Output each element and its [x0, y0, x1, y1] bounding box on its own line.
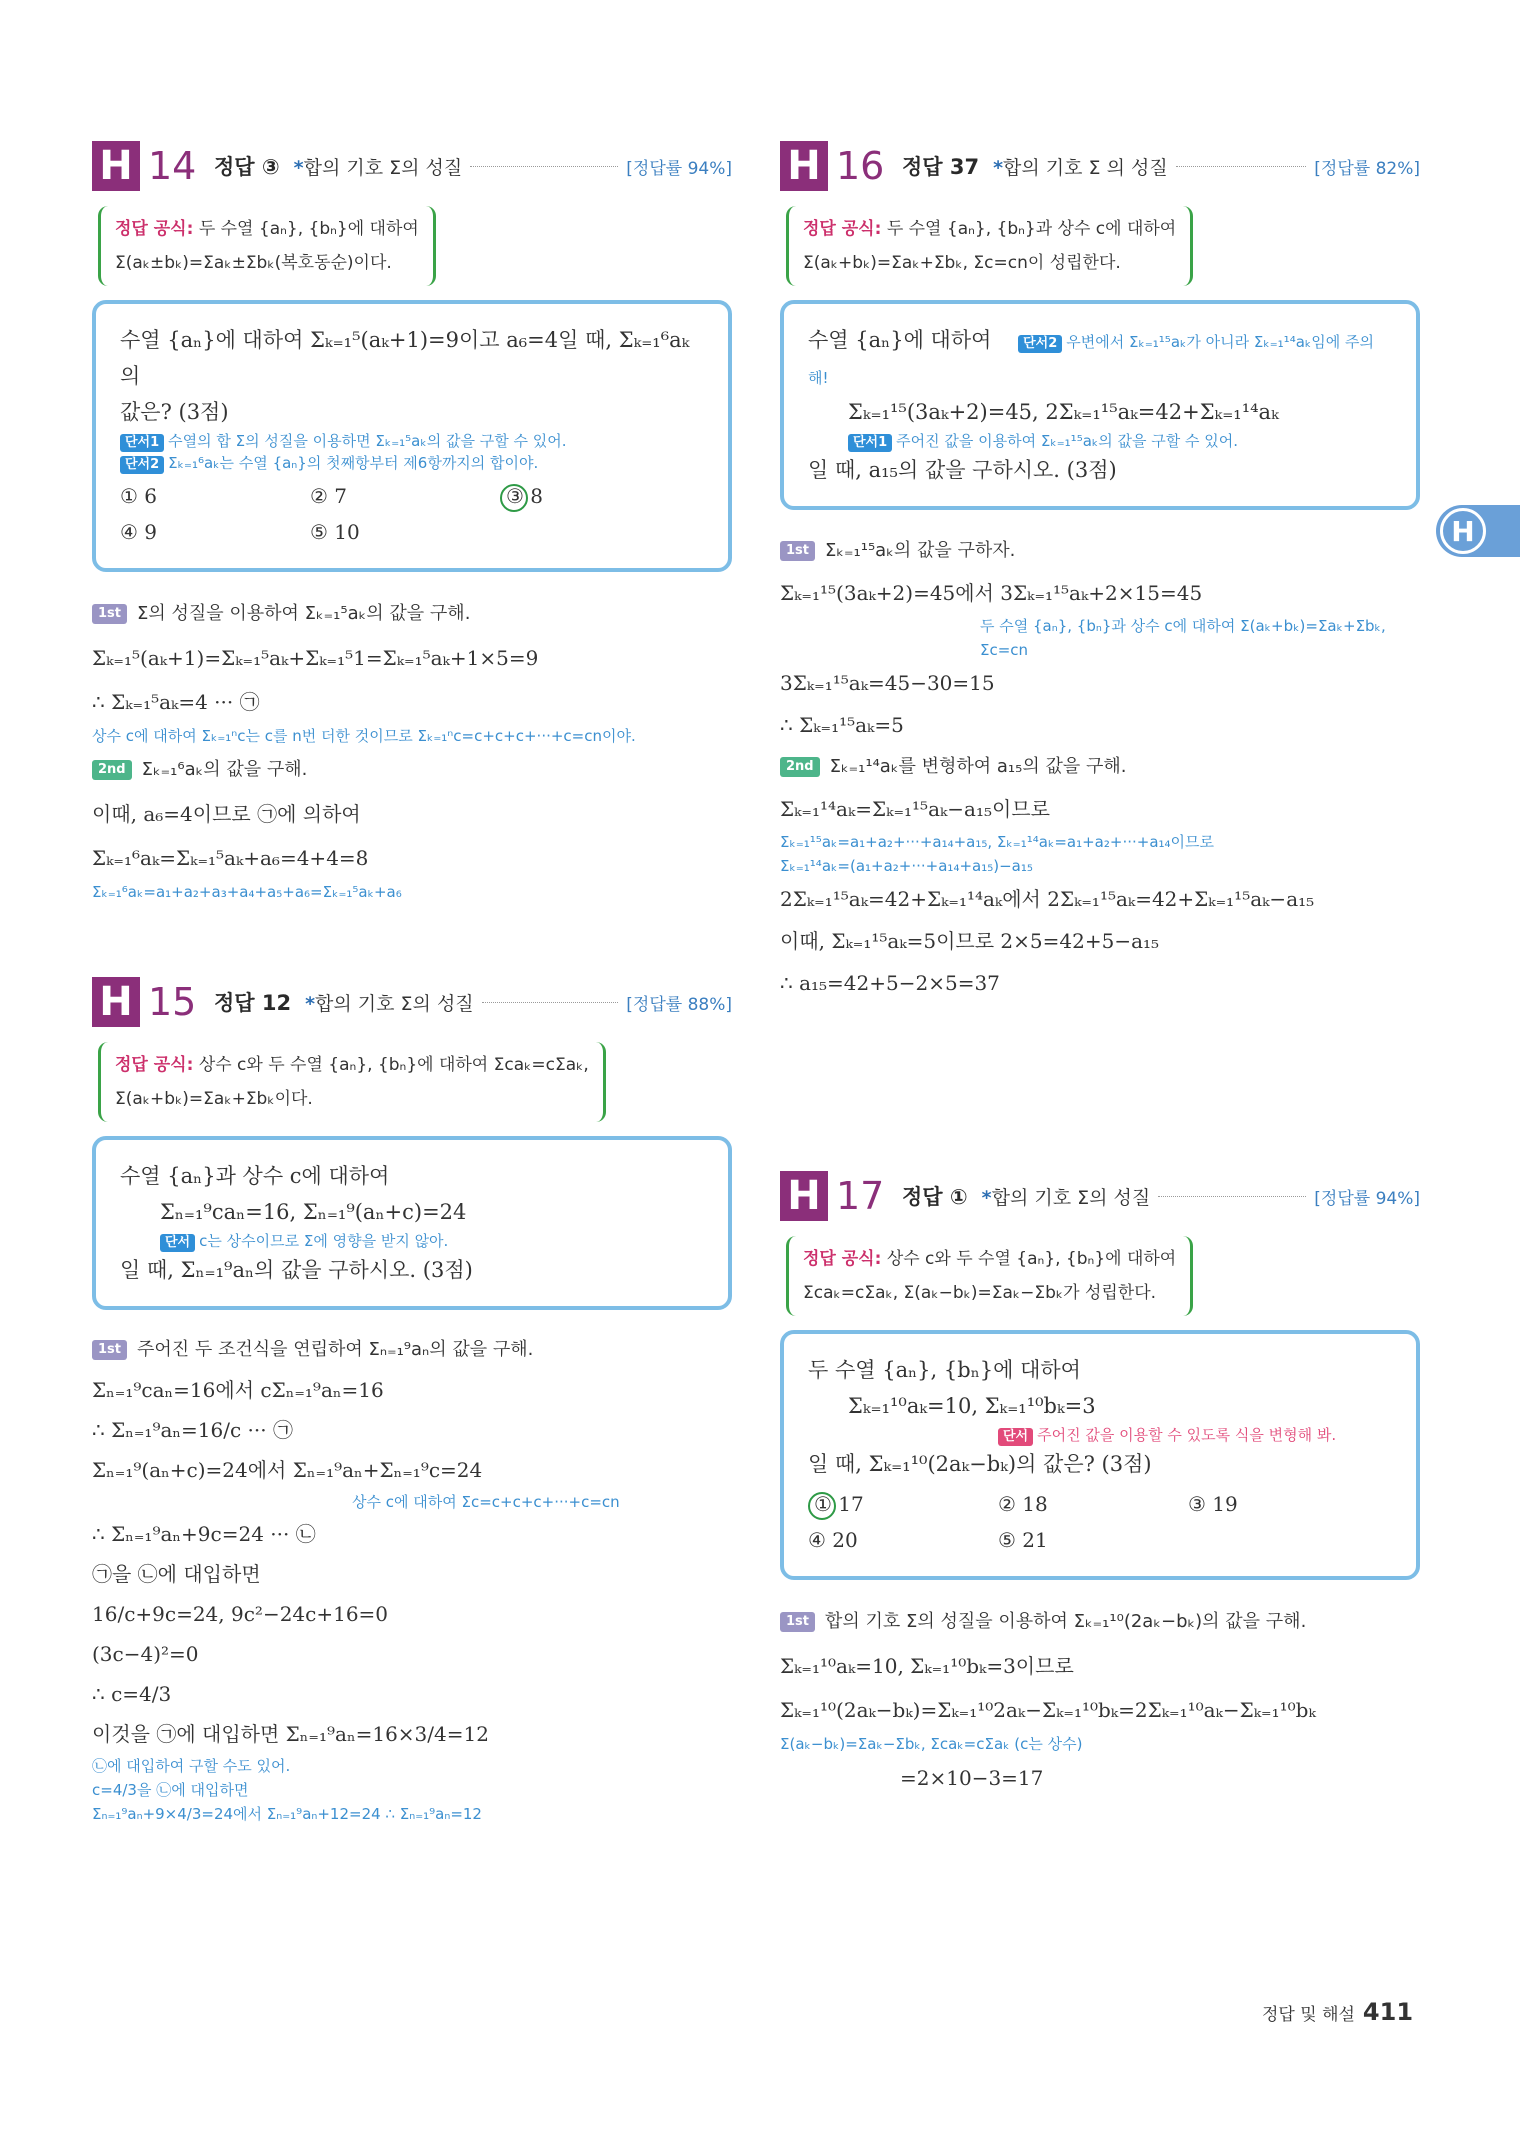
section-tab-letter: H	[1440, 508, 1486, 554]
choice[interactable]: ④ 20	[808, 1528, 858, 1552]
answer-formula	[98, 206, 436, 286]
formula-line: Σ(aₖ+bₖ)=Σaₖ+Σbₖ, Σc=cn이 성립한다.	[803, 253, 1121, 273]
solution-line: ∴ Σₙ₌₁⁹aₙ=16/c ··· ㉠	[92, 1418, 293, 1442]
solution	[780, 1600, 1420, 1800]
dotted-leader	[482, 1002, 619, 1003]
question-text: 일 때, Σₖ₌₁¹⁰(2aₖ−bₖ)의 값은? (3점)	[808, 1452, 1152, 1476]
topic: *합의 기호 Σ 의 성질	[993, 156, 1168, 179]
star-icon: *	[981, 1186, 992, 1209]
question-text: Σₙ₌₁⁹caₙ=16, Σₙ₌₁⁹(aₙ+c)=24	[160, 1200, 467, 1224]
solution-step: 1st 합의 기호 Σ의 성질을 이용하여 Σₖ₌₁¹⁰(2aₖ−bₖ)의 값을 구해.	[780, 1600, 1420, 1644]
solution	[92, 1330, 732, 1826]
solution-step: 1st Σₖ₌₁¹⁵aₖ의 값을 구하자.	[780, 530, 1420, 572]
solution-step: 2nd Σₖ₌₁⁶aₖ의 값을 구해.	[92, 748, 732, 792]
answer-choices	[120, 478, 704, 550]
solution-line: ∴ Σₖ₌₁⁵aₖ=4 ··· ㉠	[92, 690, 260, 714]
footer-label: 정답 및 해설	[1262, 2005, 1355, 2025]
question-text: 수열 {aₙ}과 상수 c에 대하여	[120, 1164, 390, 1188]
question-text: Σₖ₌₁¹⁰aₖ=10, Σₖ₌₁¹⁰bₖ=3	[848, 1394, 1096, 1418]
question-text: 일 때, a₁₅의 값을 구하시오. (3점)	[808, 458, 1117, 482]
problem-badge: H	[780, 141, 828, 191]
answer-formula	[786, 1236, 1193, 1316]
answer-label: 정답 ①	[902, 1185, 968, 1209]
dotted-leader	[1176, 166, 1307, 167]
solution-note: 두 수열 {aₙ}, {bₙ}과 상수 c에 대하여 Σ(aₖ+bₖ)=Σaₖ+Σbₖ, Σc=cn	[980, 617, 1386, 659]
question-box	[780, 300, 1420, 510]
question-box	[92, 1136, 732, 1310]
problem-h16	[780, 140, 1420, 1170]
solution-line: ㉠을 ㉡에 대입하면	[92, 1562, 261, 1586]
hint: 단서 c는 상수이므로 Σ에 영향을 받지 않아.	[120, 1230, 704, 1252]
question-text: Σₖ₌₁¹⁵(3aₖ+2)=45, 2Σₖ₌₁¹⁵aₖ=42+Σₖ₌₁¹⁴aₖ	[848, 400, 1279, 424]
formula-line: Σ(aₖ+bₖ)=Σaₖ+Σbₖ이다.	[115, 1089, 313, 1109]
solution-note: ㉡에 대입하여 구할 수도 있어.	[92, 1757, 291, 1775]
answer-label: 정답 ③	[214, 155, 280, 179]
problem-h15	[92, 976, 732, 1826]
answer-formula	[98, 1042, 606, 1122]
problem-number: 14	[148, 144, 197, 188]
question-text: 두 수열 {aₙ}, {bₙ}에 대하여	[808, 1358, 1081, 1382]
solution-line: Σₖ₌₁¹⁰(2aₖ−bₖ)=Σₖ₌₁¹⁰2aₖ−Σₖ₌₁¹⁰bₖ=2Σₖ₌₁¹⁰aₖ−Σₖ₌₁¹⁰bₖ	[780, 1698, 1316, 1722]
question-box	[780, 1330, 1420, 1580]
solution-note: 상수 c에 대하여 Σc=c+c+c+···+c=cn	[352, 1493, 620, 1511]
question-text: 수열 {aₙ}에 대하여 Σₖ₌₁⁵(aₖ+1)=9이고 a₆=4일 때, Σₖ₌₁⁶aₖ의	[120, 328, 690, 388]
page-footer	[1262, 1998, 1413, 2026]
answer-choices	[808, 1486, 1392, 1558]
topic: *합의 기호 Σ의 성질	[293, 156, 463, 179]
formula-line: 두 수열 {aₙ}, {bₙ}에 대하여	[198, 219, 419, 239]
hint: 단서1 수열의 합 Σ의 성질을 이용하면 Σₖ₌₁⁵aₖ의 값을 구할 수 있어.	[120, 430, 704, 452]
problem-badge: H	[780, 1171, 828, 1221]
problem-header	[92, 140, 732, 192]
formula-line: 상수 c와 두 수열 {aₙ}, {bₙ}에 대하여	[886, 1249, 1177, 1269]
solution-note: Σₖ₌₁⁶aₖ=a₁+a₂+a₃+a₄+a₅+a₆=Σₖ₌₁⁵aₖ+a₆	[92, 883, 402, 901]
solution-line: 3Σₖ₌₁¹⁵aₖ=45−30=15	[780, 671, 995, 695]
formula-line: Σ(aₖ±bₖ)=Σaₖ±Σbₖ(복호동순)이다.	[115, 253, 392, 273]
formula-line: Σcaₖ=cΣaₖ, Σ(aₖ−bₖ)=Σaₖ−Σbₖ가 성립한다.	[803, 1283, 1157, 1303]
problem-header	[92, 976, 732, 1028]
star-icon: *	[293, 156, 304, 179]
solution-line: (3c−4)²=0	[92, 1642, 199, 1666]
formula-label: 정답 공식:	[115, 219, 194, 239]
solution-note: Σ(aₖ−bₖ)=Σaₖ−Σbₖ, Σcaₖ=cΣaₖ (c는 상수)	[780, 1735, 1083, 1753]
hint: 단서 주어진 값을 이용할 수 있도록 식을 변형해 봐.	[808, 1424, 1392, 1446]
solution-note: Σₖ₌₁¹⁵aₖ=a₁+a₂+···+a₁₄+a₁₅, Σₖ₌₁¹⁴aₖ=a₁+a₂+···+a₁₄이므로	[780, 833, 1215, 851]
problem-number: 16	[836, 144, 885, 188]
solution-line: 이것을 ㉠에 대입하면 Σₙ₌₁⁹aₙ=16×3/4=12	[92, 1722, 489, 1746]
section-tab	[1436, 505, 1520, 557]
formula-line: 상수 c와 두 수열 {aₙ}, {bₙ}에 대하여 Σcaₖ=cΣaₖ,	[198, 1055, 589, 1075]
solution-line: ∴ c=4/3	[92, 1682, 172, 1706]
solution-note: 상수 c에 대하여 Σₖ₌₁ⁿc는 c를 n번 더한 것이므로 Σₖ₌₁ⁿc=c+c+c+···+c=cn이야.	[92, 727, 636, 745]
solution-line: Σₖ₌₁¹⁵(3aₖ+2)=45에서 3Σₖ₌₁¹⁵aₖ+2×15=45	[780, 581, 1203, 605]
right-column	[780, 140, 1420, 1800]
solution-step: 1st 주어진 두 조건식을 연립하여 Σₙ₌₁⁹aₙ의 값을 구해.	[92, 1330, 732, 1370]
dotted-leader	[1158, 1196, 1306, 1197]
page-number: 411	[1362, 1998, 1414, 2026]
solution-note: c=4/3을 ㉡에 대입하면	[92, 1781, 249, 1799]
star-icon: *	[305, 992, 316, 1015]
question-box	[92, 300, 732, 572]
solution-line: Σₖ₌₁¹⁴aₖ=Σₖ₌₁¹⁵aₖ−a₁₅이므로	[780, 797, 1050, 821]
choice[interactable]: ② 7	[310, 484, 348, 508]
solution-note: Σₖ₌₁¹⁴aₖ=(a₁+a₂+···+a₁₄+a₁₅)−a₁₅	[780, 857, 1033, 875]
problem-number: 17	[836, 1174, 885, 1218]
problem-badge: H	[92, 977, 140, 1027]
choice[interactable]: ⑤ 21	[998, 1528, 1048, 1552]
hint: 단서2 우변에서 Σₖ₌₁¹⁵aₖ가 아니라 Σₖ₌₁¹⁴aₖ임에 주의해!	[808, 333, 1375, 387]
solution-line: Σₖ₌₁⁵(aₖ+1)=Σₖ₌₁⁵aₖ+Σₖ₌₁⁵1=Σₖ₌₁⁵aₖ+1×5=9	[92, 646, 539, 670]
solution-line: =2×10−3=17	[900, 1766, 1044, 1790]
choice-correct[interactable]: ③ 8	[500, 478, 690, 514]
solution-line: ∴ a₁₅=42+5−2×5=37	[780, 971, 1000, 995]
dotted-leader	[470, 166, 618, 167]
answer-label: 정답 37	[902, 155, 980, 179]
solution-line: 이때, Σₖ₌₁¹⁵aₖ=5이므로 2×5=42+5−a₁₅	[780, 929, 1160, 953]
solution-step: 2nd Σₖ₌₁¹⁴aₖ를 변형하여 a₁₅의 값을 구해.	[780, 746, 1420, 788]
solution-line: Σₙ₌₁⁹(aₙ+c)=24에서 Σₙ₌₁⁹aₙ+Σₙ₌₁⁹c=24	[92, 1458, 483, 1482]
solution-line: 2Σₖ₌₁¹⁵aₖ=42+Σₖ₌₁¹⁴aₖ에서 2Σₖ₌₁¹⁵aₖ=42+Σₖ₌₁¹⁵aₖ−a₁₅	[780, 887, 1315, 911]
choice[interactable]: ④ 9	[120, 520, 158, 544]
solution-line: Σₙ₌₁⁹caₙ=16에서 cΣₙ₌₁⁹aₙ=16	[92, 1378, 384, 1402]
solution-line: Σₖ₌₁⁶aₖ=Σₖ₌₁⁵aₖ+a₆=4+4=8	[92, 846, 369, 870]
star-icon: *	[993, 156, 1004, 179]
question-text: 일 때, Σₙ₌₁⁹aₙ의 값을 구하시오. (3점)	[120, 1258, 473, 1282]
formula-label: 정답 공식:	[115, 1055, 194, 1075]
problem-header	[780, 1170, 1420, 1222]
choice[interactable]: ③ 19	[1188, 1492, 1238, 1516]
topic: *합의 기호 Σ의 성질	[981, 1186, 1151, 1209]
choice[interactable]: ② 18	[998, 1492, 1048, 1516]
left-column	[92, 140, 732, 1826]
solution	[92, 592, 732, 904]
formula-label: 정답 공식:	[803, 219, 882, 239]
formula-label: 정답 공식:	[803, 1249, 882, 1269]
problem-h14	[92, 140, 732, 970]
correct-rate: [정답률 94%]	[1314, 1188, 1420, 1209]
solution-line: ∴ Σₙ₌₁⁹aₙ+9c=24 ··· ㉡	[92, 1522, 316, 1546]
question-text: 값은? (3점)	[120, 400, 229, 424]
solution-line: 이때, a₆=4이므로 ㉠에 의하여	[92, 802, 361, 826]
solution-line: Σₖ₌₁¹⁰aₖ=10, Σₖ₌₁¹⁰bₖ=3이므로	[780, 1654, 1074, 1678]
correct-rate: [정답률 94%]	[626, 158, 732, 179]
choice[interactable]: ① 6	[120, 484, 158, 508]
formula-line: 두 수열 {aₙ}, {bₙ}과 상수 c에 대하여	[886, 219, 1177, 239]
correct-rate: [정답률 88%]	[626, 994, 732, 1015]
solution-note: Σₙ₌₁⁹aₙ+9×4/3=24에서 Σₙ₌₁⁹aₙ+12=24 ∴ Σₙ₌₁⁹aₙ=12	[92, 1805, 482, 1823]
problem-h17	[780, 1170, 1420, 1800]
hint: 단서2 Σₖ₌₁⁶aₖ는 수열 {aₙ}의 첫째항부터 제6항까지의 합이야.	[120, 452, 704, 474]
choice-correct[interactable]: ① 17	[808, 1486, 998, 1522]
solution-line: ∴ Σₖ₌₁¹⁵aₖ=5	[780, 713, 904, 737]
problem-number: 15	[148, 980, 197, 1024]
problem-badge: H	[92, 141, 140, 191]
choice[interactable]: ⑤ 10	[310, 520, 360, 544]
solution-line: 16/c+9c=24, 9c²−24c+16=0	[92, 1602, 389, 1626]
topic: *합의 기호 Σ의 성질	[305, 992, 474, 1015]
question-text: 수열 {aₙ}에 대하여 단서2 우변에서 Σₖ₌₁¹⁵aₖ가 아니라 Σₖ₌₁¹⁴aₖ임에 주의해!	[808, 328, 1375, 387]
solution-step: 1st Σ의 성질을 이용하여 Σₖ₌₁⁵aₖ의 값을 구해.	[92, 592, 732, 636]
answer-formula	[786, 206, 1193, 286]
solution	[780, 530, 1420, 1004]
hint: 단서1 주어진 값을 이용하여 Σₖ₌₁¹⁵aₖ의 값을 구할 수 있어.	[808, 430, 1392, 452]
problem-header	[780, 140, 1420, 192]
correct-rate: [정답률 82%]	[1314, 158, 1420, 179]
answer-label: 정답 12	[214, 991, 292, 1015]
